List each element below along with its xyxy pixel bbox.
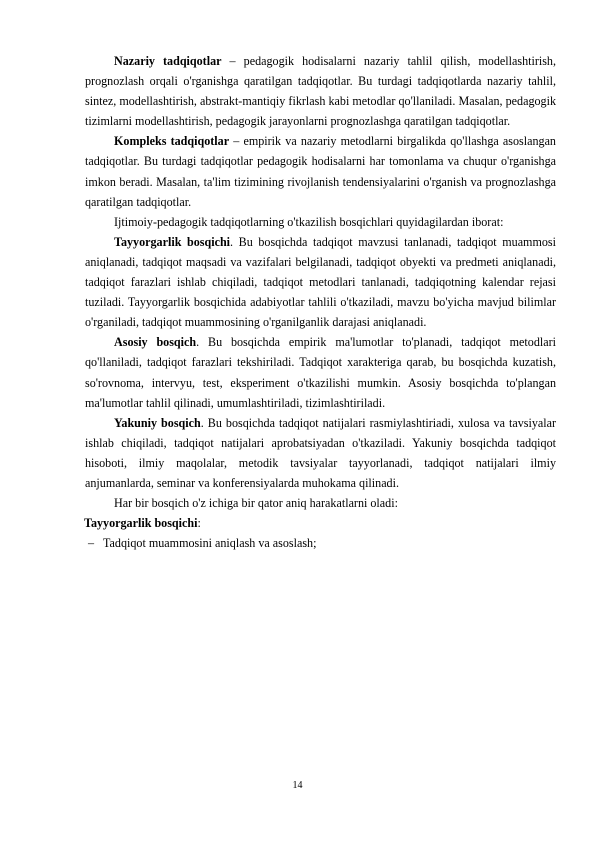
paragraph-asosiy bbox=[85, 332, 556, 412]
subheading-tayyorgarlik bbox=[84, 513, 556, 533]
dash-bullet: – bbox=[88, 536, 95, 551]
paragraph-text: Har bir bosqich o'z ichiga bir qator aniq harakatlarni oladi: bbox=[114, 496, 398, 511]
term-tayyorgarlik: Tayyorgarlik bosqichi bbox=[114, 234, 231, 249]
term-asosiy: Asosiy bosqich bbox=[114, 335, 197, 350]
term-yakuniy: Yakuniy bosqich bbox=[114, 415, 201, 430]
paragraph-text: . Bu bosqichda tadqiqot mavzusi tanlanadi, tadqiqot muammosi aniqlanadi, tadqiqot maqsadi va vazifalari belgilanadi, tadqiqot obyekti va predmeti aniqlanadi, tadqiqot farazlari ishlab chiqiladi, tadqiqot metodlari tanlanadi, tadqiqotning kalendar rejasi tuziladi. Tayyorgarlik bosqichida adabiyotlar tahlili o'tkaziladi, mavzu bo'yicha mavjud bilimlar o'rganiladi, tadqiqot muammosining o'rganilganlik darajasi aniqlanadi. bbox=[85, 234, 556, 330]
paragraph-text: – pedagogik hodisalarni nazariy tahlil qilish, modellashtirish, prognozlash orqali o'rganishga qaratilgan tadqiqotlar. Bu turdagi tadqiqotlarda nazariy tahlil, sintez, modellashtirish, abstrakt-mantiqiy fikrlash kabi metodlar qo'llaniladi. Masalan, pedagogik tizimlarni modellashtirish, pedagogik jarayonlarni prognozlashga qaratilgan tadqiqotlar. bbox=[85, 54, 556, 129]
document-page bbox=[85, 51, 556, 553]
paragraph-tayyorgarlik bbox=[85, 232, 556, 332]
paragraph-text: – empirik va nazariy metodlarni birgalikda qo'llashga asoslangan tadqiqotlar. Bu turdagi tadqiqotlar pedagogik hodisalarni har tomonlama va chuqur o'rganishga imkon beradi. Masalan, ta'lim tizimining rivojlanish tendensiyalarini o'rganish va prognozlashga qaratilgan tadqiqotlar. bbox=[85, 134, 556, 209]
list-item bbox=[85, 533, 556, 553]
term-nazariy: Nazariy tadqiqotlar bbox=[114, 54, 222, 68]
paragraph-text: . Bu bosqichda tadqiqot natijalari rasmiylashtiriadi, xulosa va tavsiyalar ishlab chiqiladi, tadqiqot natijalari aprobatsiyadan o'tkaziladi. Yakuniy bosqichda tadqiqot hisoboti, ilmiy maqolalar, metodik tavsiyalar tayyorlanadi, tadqiqot natijalari ilmiy anjumanlarda, seminar va konferensiyalarda muhokama qilinadi. bbox=[85, 415, 556, 490]
paragraph-yakuniy bbox=[85, 413, 556, 493]
page-number: 14 bbox=[292, 780, 303, 791]
term-kompleks: Kompleks tadqiqotlar bbox=[114, 134, 230, 149]
paragraph-nazariy bbox=[85, 51, 556, 131]
subheading-label: Tayyorgarlik bosqichi bbox=[84, 516, 198, 531]
subheading-suffix: : bbox=[197, 516, 201, 531]
paragraph-text: . Bu bosqichda empirik ma'lumotlar to'planadi, tadqiqot metodlari qo'llaniladi, tadqiqot farazlari tekshiriladi. Tadqiqot xarakteriga qarab, bu bosqichda kuzatish, so'rovnoma, intervyu, test, eksperiment o'tkazilishi mumkin. Asosiy bosqichda to'plangan ma'lumotlar tahlil qilinadi, umumlashtiriladi, tizimlashtiriladi. bbox=[85, 335, 556, 410]
paragraph-text: Ijtimoiy-pedagogik tadqiqotlarning o'tkazilish bosqichlari quyidagilardan iborat: bbox=[114, 214, 504, 229]
list-item-text: Tadqiqot muammosini aniqlash va asoslash; bbox=[103, 536, 317, 551]
paragraph-bosqichlar-intro bbox=[85, 212, 556, 232]
paragraph-harakatlar bbox=[85, 493, 556, 513]
paragraph-kompleks bbox=[85, 131, 556, 211]
